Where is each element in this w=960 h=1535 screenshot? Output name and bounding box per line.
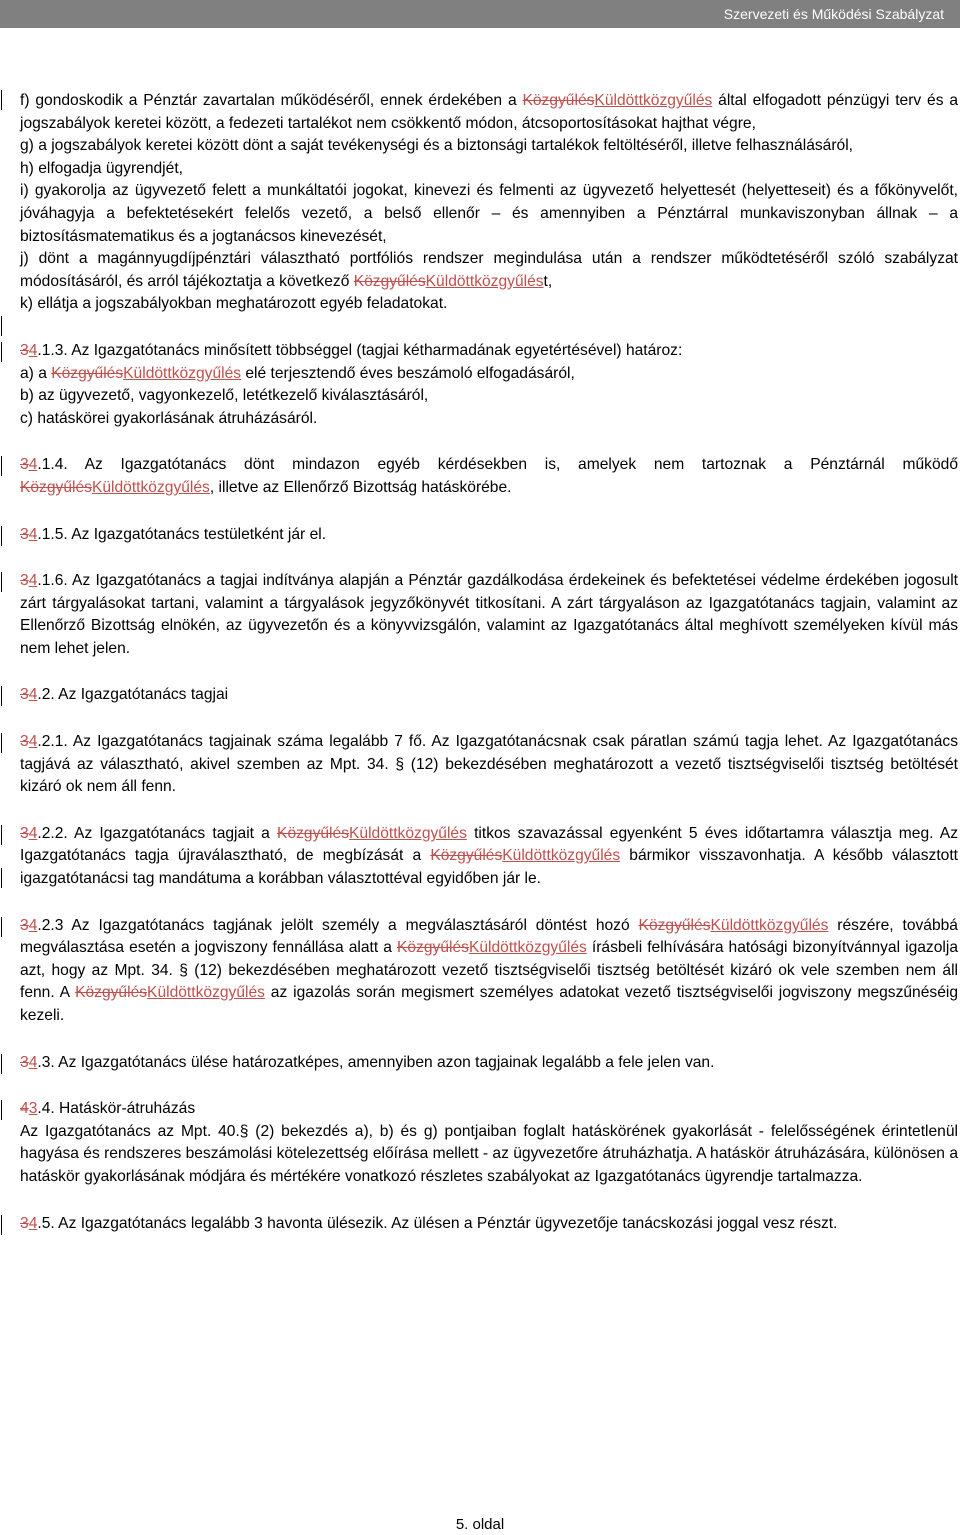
text-line bbox=[20, 1098, 958, 1121]
inserted-text: 4 bbox=[28, 733, 38, 751]
text-line bbox=[20, 1052, 958, 1075]
inserted-text: 4 bbox=[28, 456, 38, 474]
deleted-text: Közgyűlés bbox=[277, 824, 349, 842]
deleted-text: 3 bbox=[20, 824, 29, 842]
deleted-text: Közgyűlés bbox=[522, 92, 595, 109]
inserted-text: 4 bbox=[28, 341, 38, 359]
text-line bbox=[20, 340, 958, 363]
inserted-text: 4 bbox=[28, 525, 38, 543]
paragraph bbox=[20, 570, 958, 660]
text-line bbox=[20, 1213, 958, 1236]
inserted-text: Küldöttközgyűlés bbox=[468, 939, 587, 957]
text-line bbox=[20, 454, 958, 499]
change-bar bbox=[1, 342, 2, 362]
deleted-text: 3 bbox=[20, 916, 29, 934]
inserted-text: 4 bbox=[28, 1053, 38, 1071]
inserted-text: 4 bbox=[28, 572, 38, 590]
paragraph bbox=[20, 684, 958, 707]
text-run: g) a jogszabályok keretei között dönt a saját tevékenységi és a biztonsági tartalékok feltöltéséről, illetve felhasználásáról, bbox=[20, 137, 853, 155]
text-run: titkos szavazással egyenként 5 éves időtartamra választja meg. Az Igazgatótanács tagja újraválasztható, de megbízását a bbox=[20, 824, 959, 865]
text-run: , illetve az Ellenőrző Bizottság hatáskörébe. bbox=[209, 478, 512, 496]
paragraph bbox=[20, 915, 958, 1028]
text-run: bármikor visszavonhatja. A később választott igazgatótanácsi tag mandátuma a korábban választottéval egyidőben jár le. bbox=[20, 847, 958, 888]
deleted-text: 3 bbox=[20, 341, 29, 359]
text-line bbox=[20, 90, 958, 135]
text-run: h) elfogadja ügyrendjét, bbox=[20, 159, 183, 177]
change-bar bbox=[1, 1100, 2, 1120]
text-run: írásbeli felhívására hatósági bizonyítvánnyal igazolja azt, hogy az Mpt. 34. § (12) bekezdésében meghatározott vezető tisztségviselői tisztség betöltését kizáró ok vele szemben nem áll fenn. A bbox=[20, 939, 959, 1002]
deleted-text: Közgyűlés bbox=[20, 478, 92, 496]
change-bar bbox=[1, 868, 2, 888]
change-bar bbox=[1, 316, 2, 336]
text-run: t, bbox=[543, 272, 553, 290]
text-line bbox=[20, 385, 958, 408]
text-run: .3. Az Igazgatótanács ülése határozatképes, amennyiben azon tagjainak legalább a fele jelen van. bbox=[37, 1053, 715, 1071]
text-line bbox=[20, 1121, 958, 1189]
text-run: i) gyakorolja az ügyvezető felett a munkáltatói jogokat, kinevezi és felmenti az ügyvezető helyettesét (helyetteseit) és a főkönyvelőt, jóváhagyja a befektetésekért felelős vezető, a belső ellenőr – és amennyiben a Pénztárral munkaviszonyban állnak – a biztosításmatematikus és a jogtanácsos kinevezését, bbox=[20, 182, 958, 245]
text-run: a) a bbox=[20, 364, 52, 382]
deleted-text: Közgyűlés bbox=[396, 939, 469, 957]
paragraph bbox=[20, 731, 958, 799]
text-line bbox=[20, 248, 958, 293]
text-run: k) ellátja a jogszabályokban meghatározott egyéb feladatokat. bbox=[20, 295, 448, 313]
paragraph bbox=[20, 823, 958, 891]
inserted-text: Küldöttközgyűlés bbox=[594, 92, 713, 109]
deleted-text: Közgyűlés bbox=[51, 364, 124, 382]
text-run: c) hatáskörei gyakorlásának átruházásáról. bbox=[20, 409, 318, 427]
deleted-text: Közgyűlés bbox=[75, 984, 148, 1002]
text-run: .1.5. Az Igazgatótanács testületként jár el. bbox=[37, 525, 327, 543]
text-run: .1.6. Az Igazgatótanács a tagjai indítványa alapján a Pénztár gazdálkodása érdekeinek és befektetései védelme érdekében jogosult zárt tárgyalásokat tartani, valamint a tárgyalások jegyzőkönyvét titkosítani. A zárt tárgyaláson az Igazgatótanács tagjain, valamint az Ellenőrző Bizottság elnökén, az ügyvezetőn és a könyvvizsgálón, valamint az Igazgatótanács által meghívott személyeken kívül más nem lehet jelen. bbox=[20, 572, 958, 657]
text-run: .4. Hatáskör-átruházás bbox=[37, 1100, 196, 1118]
text-line bbox=[20, 915, 958, 1028]
text-run: j) dönt a magánnyugdíjpénztári választható portfóliós rendszer megindulása után a rendszer működtetéséről szóló szabályzat módosításáról, és arról tájékoztatja a következő bbox=[20, 250, 958, 290]
change-bar bbox=[1, 917, 2, 937]
change-bar bbox=[1, 526, 2, 546]
deleted-text: 3 bbox=[20, 686, 29, 704]
text-line bbox=[20, 823, 958, 891]
change-bar bbox=[1, 456, 2, 476]
text-line bbox=[20, 731, 958, 799]
document-title: Szervezeti és Működési Szabályzat bbox=[723, 6, 944, 22]
paragraph bbox=[20, 1213, 958, 1236]
text-run: .1.3. Az Igazgatótanács minősített többséggel (tagjai kétharmadának egyetértésével) határoz: bbox=[37, 341, 683, 359]
change-bar bbox=[1, 572, 2, 592]
deleted-text: 3 bbox=[20, 572, 29, 590]
text-line bbox=[20, 570, 958, 660]
text-run: részére, továbbá megválasztása esetén a jogviszony fennállása alatt a bbox=[20, 916, 958, 957]
inserted-text: 4 bbox=[28, 824, 38, 842]
change-bar bbox=[1, 90, 2, 110]
text-run: .2.1. Az Igazgatótanács tagjainak száma legalább 7 fő. Az Igazgatótanácsnak csak páratlan számú tagja lehet. Az Igazgatótanács tagjává az választható, akivel szemben az Mpt. 34. § (12) bekezdésében meghatározott a vezető tisztségviselői tisztség betöltését kizáró ok nem áll fenn. bbox=[20, 733, 958, 796]
inserted-text: 4 bbox=[28, 916, 38, 934]
change-bar bbox=[1, 733, 2, 753]
text-run: .5. Az Igazgatótanács legalább 3 havonta ülésezik. Az ülésen a Pénztár ügyvezetője tanácskozási joggal vesz részt. bbox=[37, 1214, 838, 1232]
change-bar bbox=[1, 825, 2, 845]
inserted-text: Küldöttközgyűlés bbox=[425, 272, 544, 290]
document-body bbox=[20, 90, 958, 1259]
page-number: 5. oldal bbox=[455, 1516, 505, 1533]
text-line bbox=[20, 293, 958, 316]
text-run: elé terjesztendő éves beszámoló elfogadásáról, bbox=[241, 364, 575, 382]
inserted-text: Küldöttközgyűlés bbox=[502, 847, 621, 865]
inserted-text: Küldöttközgyűlés bbox=[710, 916, 829, 934]
text-line bbox=[20, 158, 958, 181]
text-line bbox=[20, 180, 958, 248]
text-run: b) az ügyvezető, vagyonkezelő, letétkezelő kiválasztásáról, bbox=[20, 387, 429, 405]
deleted-text: 3 bbox=[20, 1053, 29, 1071]
text-run: .1.4. Az Igazgatótanács dönt mindazon egyéb kérdésekben is, amelyek nem tartoznak a Pénztárnál működő bbox=[37, 456, 958, 474]
text-line bbox=[20, 408, 958, 431]
paragraph bbox=[20, 1098, 958, 1188]
text-run: f) gondoskodik a Pénztár zavartalan működéséről, ennek érdekében a bbox=[20, 92, 523, 109]
paragraph bbox=[20, 340, 958, 430]
inserted-text: 3 bbox=[28, 1100, 38, 1118]
change-bar bbox=[1, 1215, 2, 1235]
change-bar bbox=[1, 1054, 2, 1074]
inserted-text: Küldöttközgyűlés bbox=[123, 364, 242, 382]
text-run: Az Igazgatótanács az Mpt. 40.§ (2) bekezdés a), b) és g) pontjaiban foglalt hatáskörének gyakorlását - felelősségének érintetlenül hagyása és rendszeres beszámolási kötelezettség előírása mellett - az ügyvezetőre átruházhatja. A hatáskör átruházására, különösen a hatáskör gyakorlásának módjára és mértékére vonatkozó részletes szabályokat az Igazgatótanács ügyrendje tartalmazza. bbox=[20, 1122, 958, 1185]
page-footer bbox=[0, 1515, 960, 1535]
deleted-text: 3 bbox=[20, 1214, 29, 1232]
paragraph bbox=[20, 1052, 958, 1075]
deleted-text: 4 bbox=[20, 1100, 29, 1118]
text-run: .2. Az Igazgatótanács tagjai bbox=[37, 686, 229, 704]
paragraph bbox=[20, 90, 958, 316]
text-run: .2.2. Az Igazgatótanács tagjait a bbox=[37, 824, 278, 842]
deleted-text: Közgyűlés bbox=[353, 272, 426, 290]
change-bar bbox=[1, 686, 2, 706]
text-line bbox=[20, 524, 958, 547]
inserted-text: Küldöttközgyűlés bbox=[147, 984, 265, 1002]
text-run: .2.3 Az Igazgatótanács tagjának jelölt személy a megválasztásáról döntést hozó bbox=[37, 916, 639, 934]
inserted-text: Küldöttközgyűlés bbox=[91, 478, 210, 496]
deleted-text: 3 bbox=[20, 456, 29, 474]
inserted-text: Küldöttközgyűlés bbox=[349, 824, 467, 842]
paragraph bbox=[20, 454, 958, 499]
paragraph bbox=[20, 524, 958, 547]
deleted-text: 3 bbox=[20, 733, 29, 751]
inserted-text: 4 bbox=[28, 1214, 38, 1232]
text-line bbox=[20, 363, 958, 386]
page-header bbox=[0, 0, 960, 28]
text-run: az igazolás során megismert személyes adatokat vezető tisztségviselői jogviszony megszűnéséig kezeli. bbox=[20, 984, 959, 1024]
deleted-text: 3 bbox=[20, 525, 29, 543]
inserted-text: 4 bbox=[28, 686, 38, 704]
text-line bbox=[20, 684, 958, 707]
text-run: által elfogadott pénzügyi terv és a jogszabályok keretei között, a fedezeti tartalékot nem csökkentő módon, átcsoportosításokat hajthat végre, bbox=[20, 92, 959, 132]
deleted-text: Közgyűlés bbox=[430, 847, 503, 865]
text-line bbox=[20, 135, 958, 158]
deleted-text: Közgyűlés bbox=[638, 916, 711, 934]
